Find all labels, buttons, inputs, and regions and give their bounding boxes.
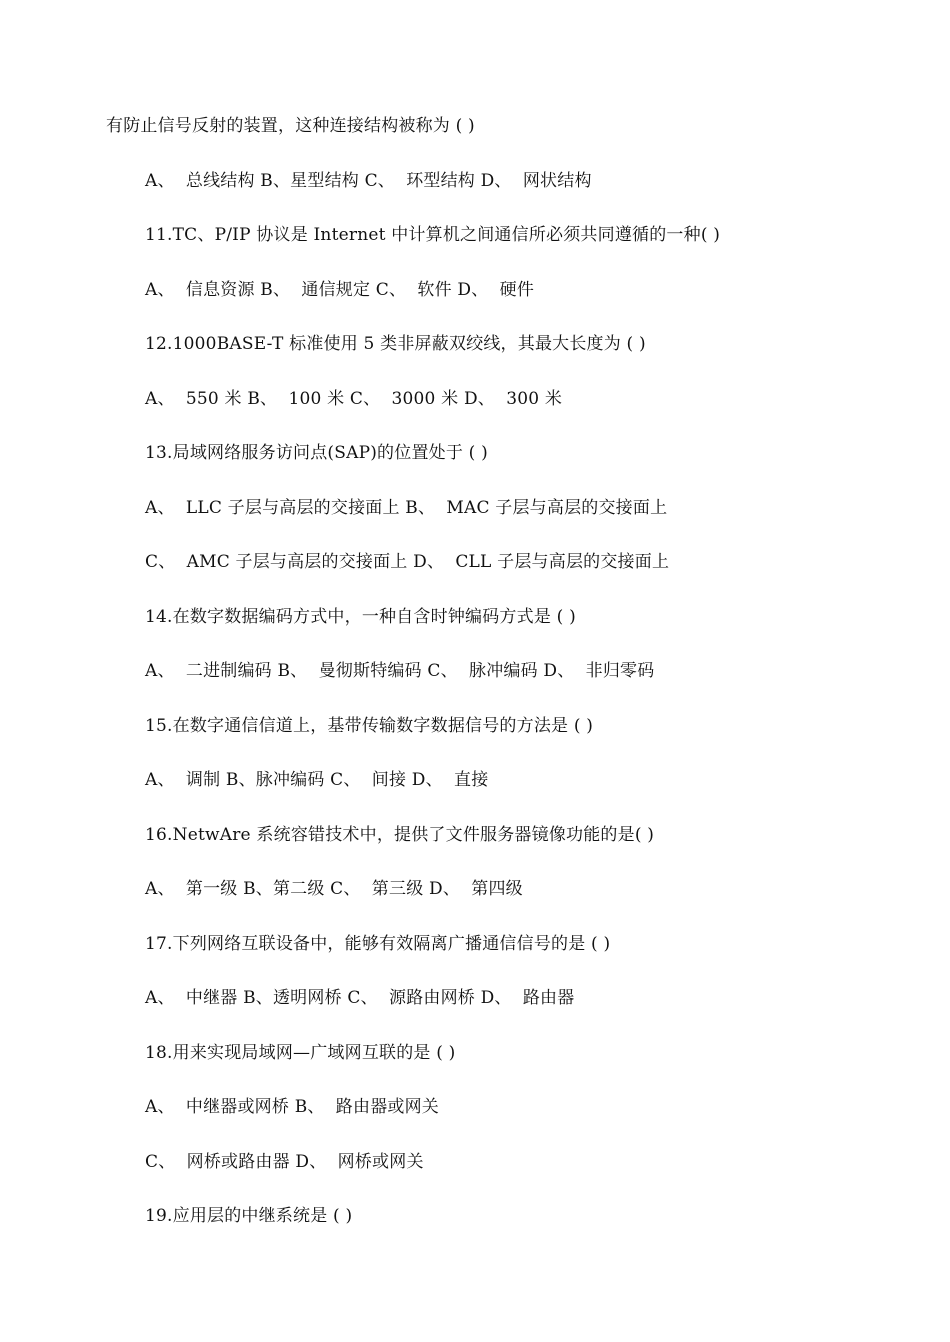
text-line-15: A、 第一级 B、第二级 C、 第三级 D、 第四级 bbox=[145, 879, 523, 899]
text-line-3: 11.TC、P/IP 协议是 Internet 中计算机之间通信所必须共同遵循的一种( ) bbox=[145, 225, 721, 245]
text-line-1: 有防止信号反射的装置，这种连接结构被称为 ( ) bbox=[106, 116, 475, 136]
text-line-9: C、 AMC 子层与高层的交接面上 D、 CLL 子层与高层的交接面上 bbox=[145, 552, 670, 572]
text-line-10: 14.在数字数据编码方式中，一种自含时钟编码方式是 ( ) bbox=[145, 607, 576, 627]
text-line-11: A、 二进制编码 B、 曼彻斯特编码 C、 脉冲编码 D、 非归零码 bbox=[145, 661, 655, 681]
text-line-21: 19.应用层的中继系统是 ( ) bbox=[145, 1206, 353, 1226]
text-line-14: 16.NetwAre 系统容错技术中，提供了文件服务器镜像功能的是( ) bbox=[145, 825, 655, 845]
text-line-6: A、 550 米 B、 100 米 C、 3000 米 D、 300 米 bbox=[145, 389, 563, 409]
text-line-2: A、 总线结构 B、星型结构 C、 环型结构 D、 网状结构 bbox=[145, 171, 592, 191]
text-line-13: A、 调制 B、脉冲编码 C、 间接 D、 直接 bbox=[145, 770, 489, 790]
text-line-4: A、 信息资源 B、 通信规定 C、 软件 D、 硬件 bbox=[145, 280, 535, 300]
text-line-17: A、 中继器 B、透明网桥 C、 源路由网桥 D、 路由器 bbox=[145, 988, 575, 1008]
text-line-12: 15.在数字通信信道上，基带传输数字数据信号的方法是 ( ) bbox=[145, 716, 594, 736]
text-line-20: C、 网桥或路由器 D、 网桥或网关 bbox=[145, 1152, 424, 1172]
text-line-8: A、 LLC 子层与高层的交接面上 B、 MAC 子层与高层的交接面上 bbox=[145, 498, 668, 518]
text-line-16: 17.下列网络互联设备中，能够有效隔离广播通信信号的是 ( ) bbox=[145, 934, 611, 954]
text-line-7: 13.局域网络服务访问点(SAP)的位置处于 ( ) bbox=[145, 443, 488, 463]
text-line-19: A、 中继器或网桥 B、 路由器或网关 bbox=[145, 1097, 439, 1117]
text-line-5: 12.1000BASE-T 标准使用 5 类非屏蔽双绞线，其最大长度为 ( ) bbox=[145, 334, 646, 354]
text-line-18: 18.用来实现局域网—广域网互联的是 ( ) bbox=[145, 1043, 456, 1063]
